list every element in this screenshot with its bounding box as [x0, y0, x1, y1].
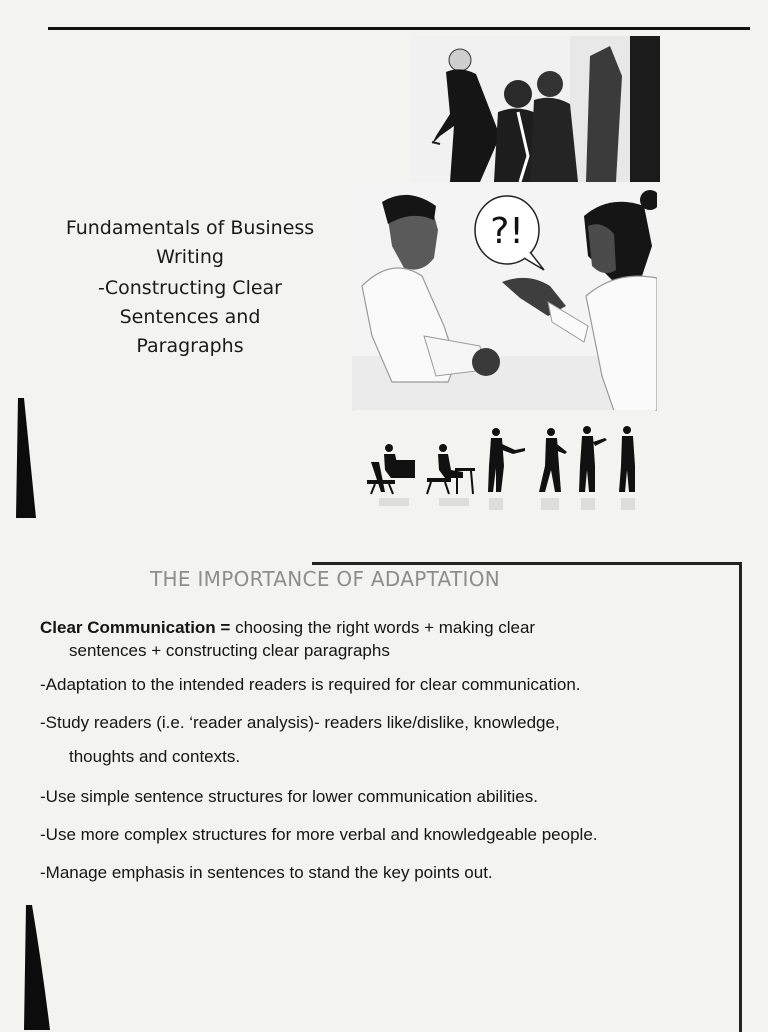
bullet-continuation: thoughts and contexts. — [69, 747, 241, 766]
slide-subtitle-line-3: Paragraphs — [136, 335, 244, 357]
speech-bubble-text: ?! — [490, 211, 524, 252]
slide-heading: THE IMPORTANCE OF ADAPTATION — [150, 567, 501, 591]
slide-body — [40, 616, 717, 885]
bullet-item: -Manage emphasis in sentences to stand the key points out. — [40, 863, 493, 882]
slide-title-line-1: Fundamentals of Business — [65, 217, 315, 239]
slide-title-line-2: Writing — [156, 246, 224, 268]
dialogue-image — [352, 186, 657, 411]
slide-subtitle-line-2: Sentences and — [119, 306, 261, 328]
slide-title-block — [40, 214, 340, 361]
bullet-item — [40, 711, 717, 769]
bullet-item: -Use simple sentence structures for lower communication abilities. — [40, 787, 538, 806]
lead-text: choosing the right words + making clear — [230, 618, 536, 637]
slide-right-border — [739, 562, 742, 1032]
lead-term: Clear Communication = — [40, 618, 231, 637]
bullet-text: -Study readers (i.e. ‘reader analysis)- readers like/dislike, knowledge, — [40, 713, 560, 732]
top-divider-line — [48, 27, 750, 30]
page-edge-shadow-lower — [22, 905, 52, 1030]
lead-definition — [40, 616, 717, 662]
lead-continuation: sentences + constructing clear paragraphs — [69, 641, 390, 660]
bullet-item: -Use more complex structures for more verbal and knowledgeable people. — [40, 825, 598, 844]
silhouettes-image — [355, 410, 655, 518]
content-slide — [0, 540, 768, 1024]
page-edge-shadow — [16, 398, 36, 518]
bullet-item: -Adaptation to the intended readers is required for clear communication. — [40, 675, 581, 694]
slide-top-border — [312, 562, 742, 565]
business-meeting-image — [410, 36, 660, 182]
slide-subtitle-line-1: -Constructing Clear — [98, 277, 282, 299]
